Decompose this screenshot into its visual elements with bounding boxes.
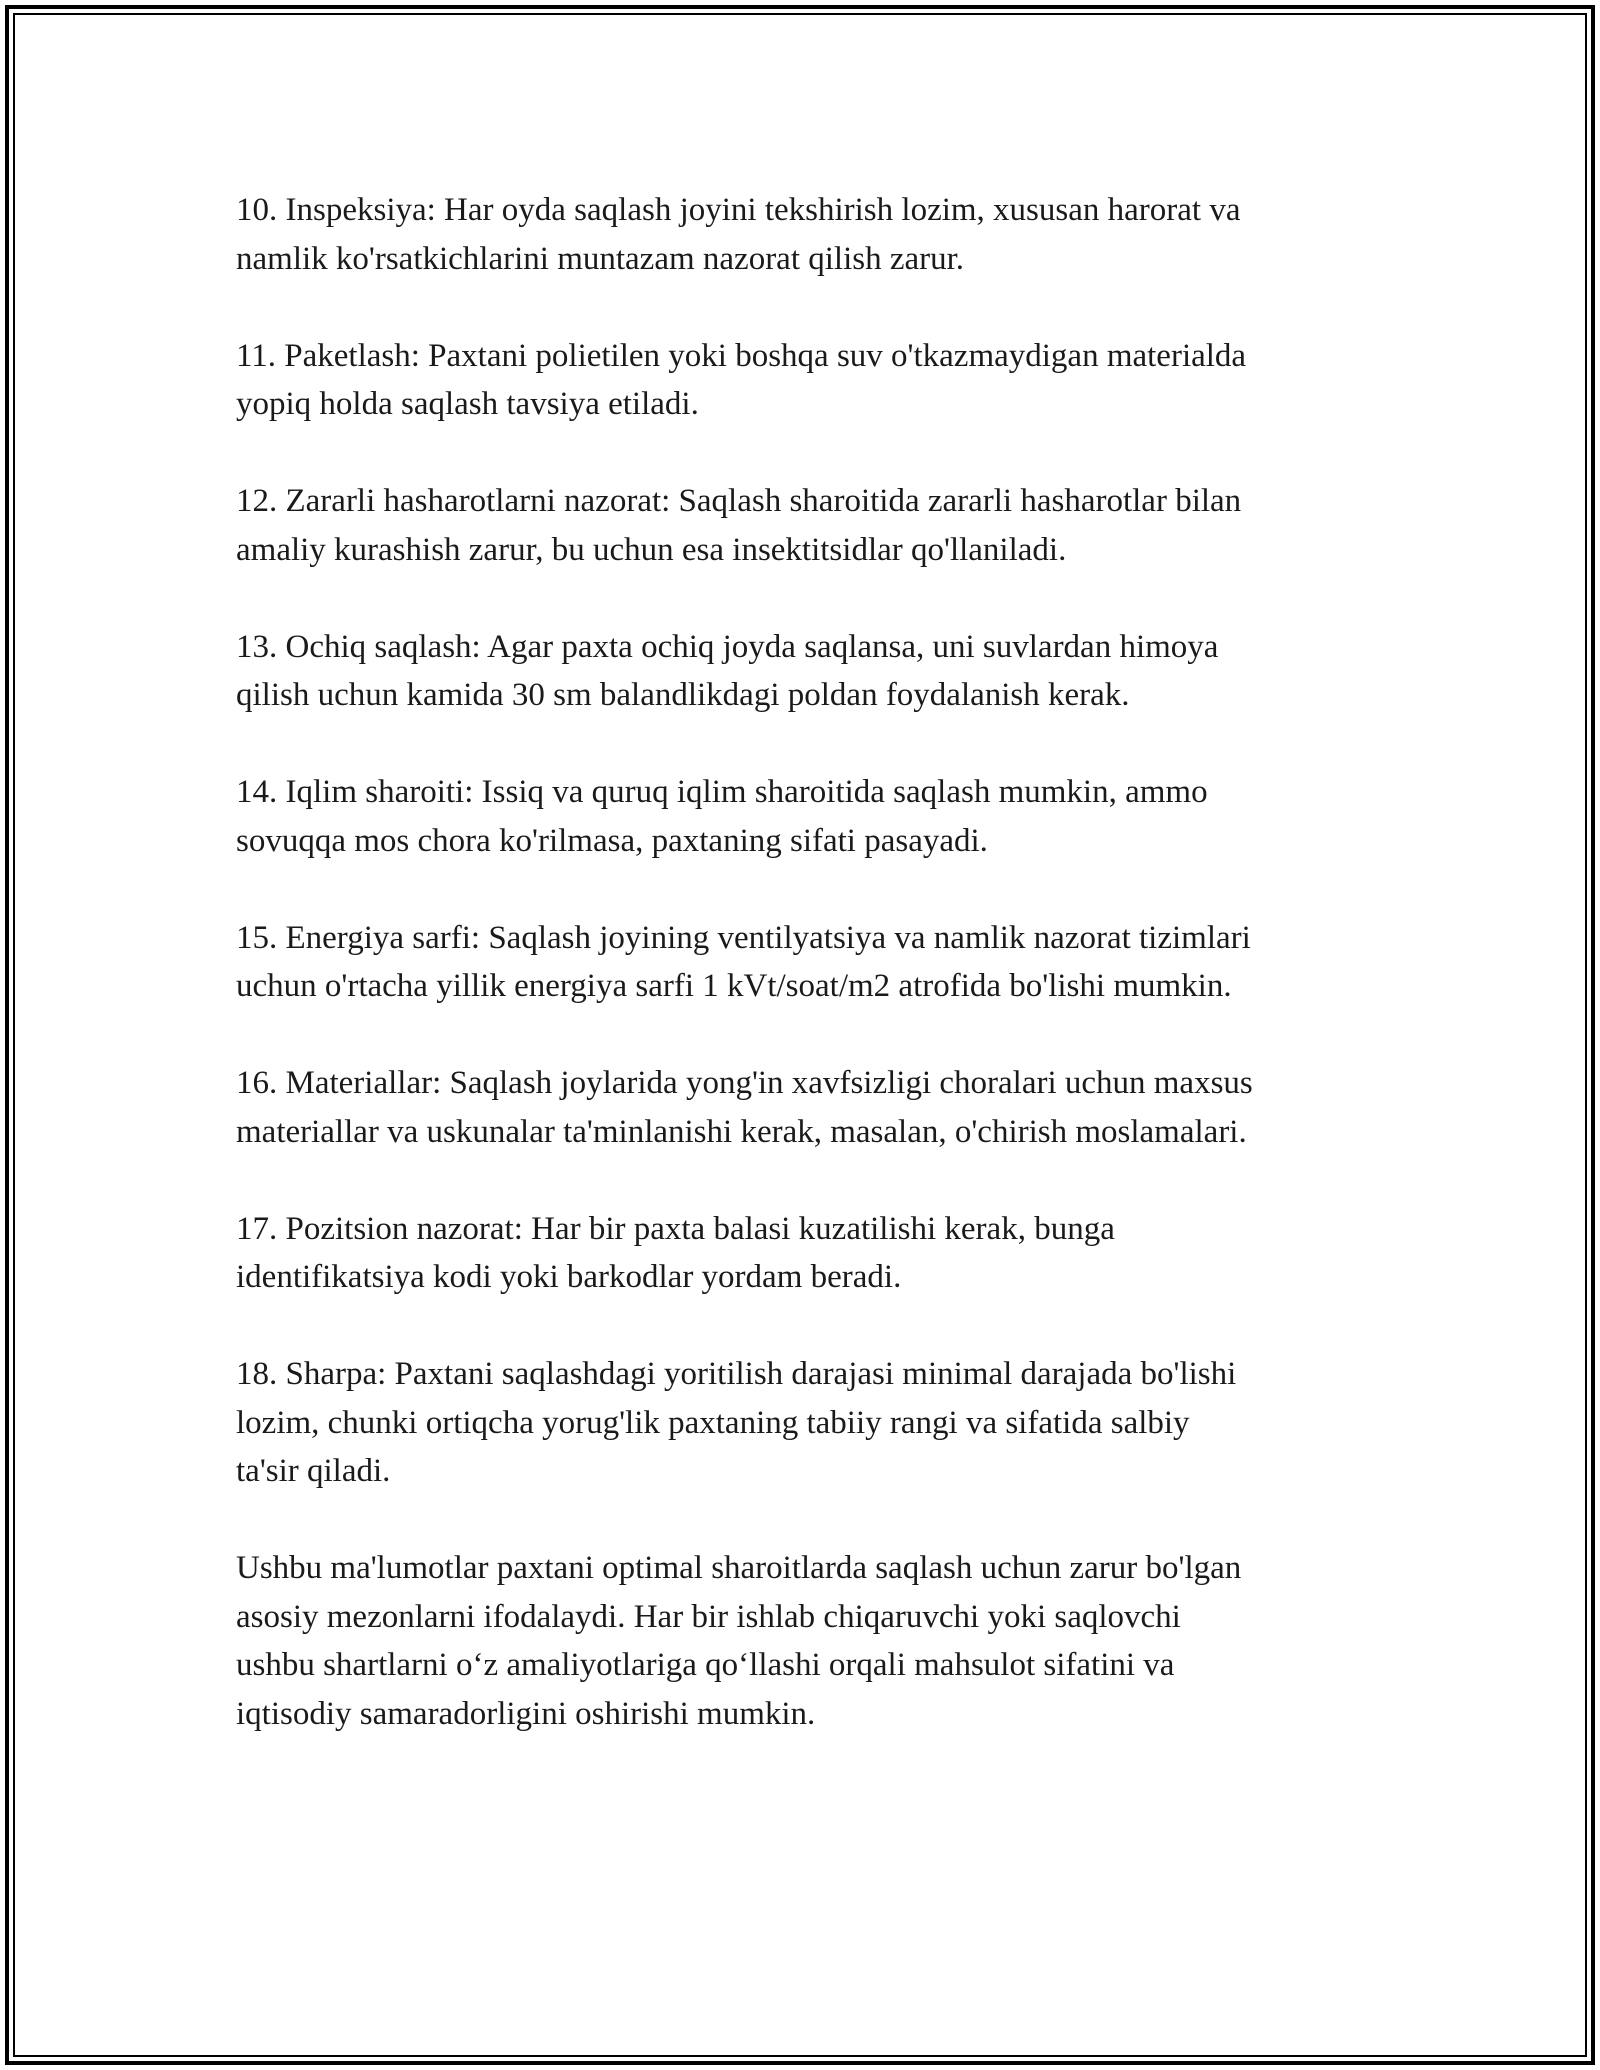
conclusion-line: asosiy mezonlarni ifodalaydi. Har bir ishlab chiqaruvchi yoki saqlovchi: [236, 1598, 1181, 1635]
list-item-energiya-sarfi: [236, 914, 1396, 1011]
list-item-sharpa: [236, 1350, 1396, 1496]
list-item-line: 15. Energiya sarfi: Saqlash joyining ventilyatsiya va namlik nazorat tizimlari: [236, 919, 1251, 956]
list-item-line: 12. Zararli hasharotlarni nazorat: Saqlash sharoitida zararli hasharotlar bilan: [236, 483, 1242, 519]
list-item-line: identifikatsiya kodi yoki barkodlar yordam beradi.: [236, 1259, 902, 1295]
document-body: [236, 186, 1396, 1787]
list-item-iqlim-sharoiti: [236, 768, 1396, 865]
list-item-line: yopiq holda saqlash tavsiya etiladi.: [236, 386, 699, 422]
list-item-ochiq-saqlash: [236, 623, 1396, 720]
list-item-line: namlik ko'rsatkichlarini muntazam nazorat qilish zarur.: [236, 240, 965, 277]
list-item-line: 17. Pozitsion nazorat: Har bir paxta balasi kuzatilishi kerak, bunga: [236, 1210, 1115, 1247]
list-item-line: ta'sir qiladi.: [236, 1453, 391, 1489]
list-item-line: 14. Iqlim sharoiti: Issiq va quruq iqlim sharoitida saqlash mumkin, ammo: [236, 774, 1208, 810]
list-item-line: 11. Paketlash: Paxtani polietilen yoki boshqa suv o'tkazmaydigan materialda: [236, 337, 1247, 374]
list-item-line: 10. Inspeksiya: Har oyda saqlash joyini tekshirish lozim, xususan harorat va: [236, 192, 1241, 228]
list-item-line: 13. Ochiq saqlash: Agar paxta ochiq joyda saqlansa, uni suvlardan himoya: [236, 628, 1219, 665]
list-item-line: qilish uchun kamida 30 sm balandlikdagi poldan foydalanish kerak.: [236, 677, 1130, 713]
list-item-materiallar: [236, 1059, 1396, 1156]
list-item-zararli-hasharotlar: [236, 477, 1396, 574]
list-item-line: lozim, chunki ortiqcha yorug'lik paxtaning tabiiy rangi va sifatida salbiy: [236, 1404, 1190, 1441]
list-item-line: 18. Sharpa: Paxtani saqlashdagi yoritilish darajasi minimal darajada bo'lishi: [236, 1356, 1237, 1392]
conclusion-line: ushbu shartlarni o‘z amaliyotlariga qo‘llashi orqali mahsulot sifatini va: [236, 1647, 1175, 1683]
conclusion-line: Ushbu ma'lumotlar paxtani optimal sharoitlarda saqlash uchun zarur bo'lgan: [236, 1550, 1242, 1586]
list-item-inspeksiya: [236, 186, 1396, 283]
conclusion-line: iqtisodiy samaradorligini oshirishi mumkin.: [236, 1695, 816, 1732]
conclusion-paragraph: [236, 1544, 1396, 1738]
list-item-line: 16. Materiallar: Saqlash joylarida yong'in xavfsizligi choralari uchun maxsus: [236, 1065, 1253, 1101]
list-item-line: materiallar va uskunalar ta'minlanishi kerak, masalan, o'chirish moslamalari.: [236, 1113, 1247, 1150]
list-item-paketlash: [236, 332, 1396, 429]
list-item-pozitsion-nazorat: [236, 1205, 1396, 1302]
list-item-line: uchun o'rtacha yillik energiya sarfi 1 kVt/soat/m2 atrofida bo'lishi mumkin.: [236, 968, 1232, 1004]
list-item-line: sovuqqa mos chora ko'rilmasa, paxtaning sifati pasayadi.: [236, 822, 988, 859]
list-item-line: amaliy kurashish zarur, bu uchun esa insektitsidlar qo'llaniladi.: [236, 531, 1067, 568]
